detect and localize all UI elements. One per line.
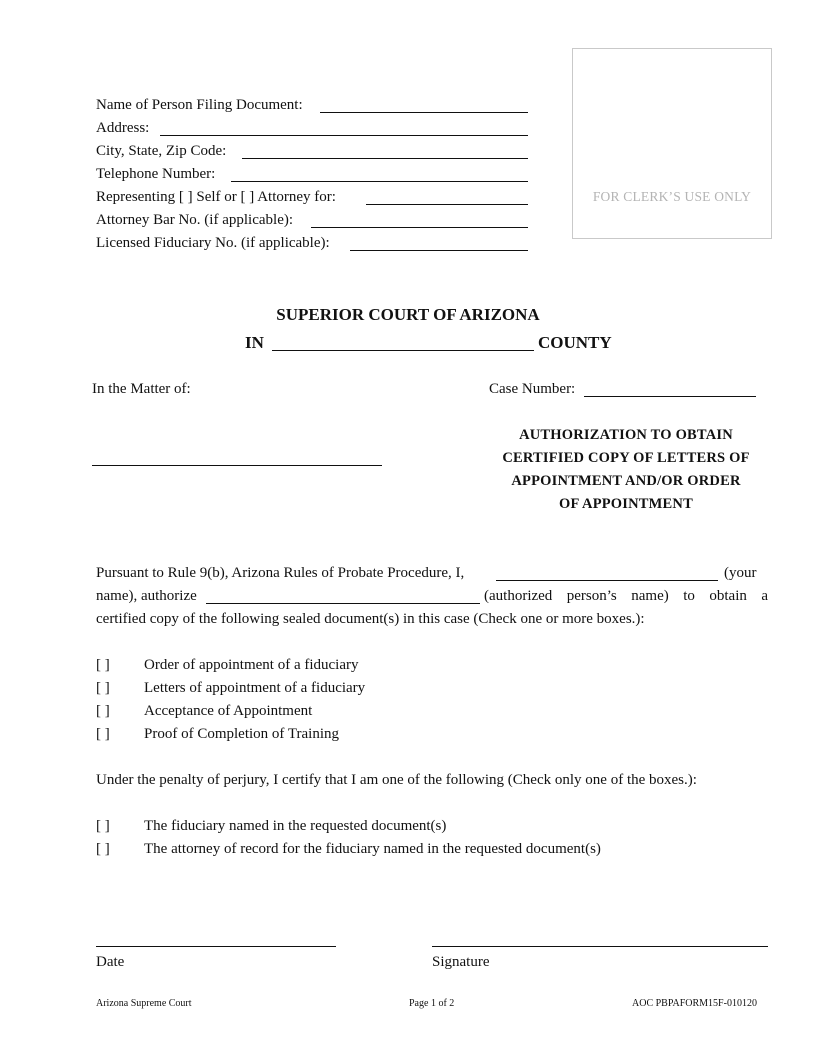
checkbox[interactable]: [ ] [96, 680, 110, 696]
option-label: Letters of appointment of a fiduciary [144, 680, 366, 696]
authorized-person-field[interactable] [206, 603, 480, 604]
document-title-line: CERTIFIED COPY OF LETTERS OF [502, 450, 750, 466]
document-title-line: AUTHORIZATION TO OBTAIN [519, 427, 733, 443]
court-title: SUPERIOR COURT OF ARIZONA [276, 305, 540, 324]
telephone-field[interactable] [231, 181, 528, 182]
option-label: Acceptance of Appointment [144, 703, 313, 719]
footer-court-name: Arizona Supreme Court [96, 998, 192, 1009]
paragraph-line-1-start: Pursuant to Rule 9(b), Arizona Rules of Probate Procedure, I, [96, 565, 465, 581]
city-state-zip-field[interactable] [242, 158, 528, 159]
city-state-zip-label: City, State, Zip Code: [96, 143, 227, 159]
filer-name-label: Name of Person Filing Document: [96, 97, 303, 113]
bar-number-field[interactable] [311, 227, 528, 228]
document-title-line: OF APPOINTMENT [559, 496, 693, 512]
paragraph-line-2-end: (authorized person’s name) to obtain a [484, 588, 768, 604]
attorney-for-field[interactable] [366, 204, 528, 205]
clerk-use-text: FOR CLERK’S USE ONLY [592, 189, 752, 204]
paragraph-line-3: certified copy of the following sealed document(s) in this case (Check one or more boxes.): [96, 611, 645, 627]
clerk-use-box [572, 48, 772, 239]
matter-label: In the Matter of: [92, 381, 191, 397]
address-field[interactable] [160, 135, 528, 136]
telephone-label: Telephone Number: [96, 166, 216, 182]
county-in-label: IN [245, 333, 264, 352]
fiduciary-number-field[interactable] [350, 250, 528, 251]
case-number-label: Case Number: [489, 381, 576, 397]
option-label: Proof of Completion of Training [144, 726, 340, 742]
bar-number-label: Attorney Bar No. (if applicable): [96, 212, 294, 228]
checkbox[interactable]: [ ] [96, 818, 110, 834]
footer-form-code: AOC PBPAFORM15F-010120 [632, 998, 757, 1009]
paragraph-line-2-start: name), authorize [96, 588, 197, 604]
footer-page-number: Page 1 of 2 [409, 998, 455, 1009]
checkbox[interactable]: [ ] [96, 841, 110, 857]
option-label: The attorney of record for the fiduciary named in the requested document(s) [144, 841, 601, 857]
paragraph-line-1-end: (your [724, 565, 757, 581]
option-label: Order of appointment of a fiduciary [144, 657, 359, 673]
county-label: COUNTY [538, 333, 612, 352]
option-label: The fiduciary named in the requested document(s) [144, 818, 447, 834]
checkbox[interactable]: [ ] [96, 657, 110, 673]
fiduciary-number-label: Licensed Fiduciary No. (if applicable): [96, 235, 330, 251]
certify-statement: Under the penalty of perjury, I certify that I am one of the following (Check only one of the boxes.): [96, 772, 697, 788]
document-title-line: APPOINTMENT AND/OR ORDER [511, 473, 741, 489]
date-label: Date [96, 954, 125, 970]
date-field[interactable] [96, 946, 336, 947]
signature-field[interactable] [432, 946, 768, 947]
your-name-field[interactable] [496, 580, 718, 581]
document-title [470, 424, 782, 516]
case-number-field[interactable] [584, 396, 756, 397]
checkbox[interactable]: [ ] [96, 726, 110, 742]
address-label: Address: [96, 120, 150, 136]
matter-name-field[interactable] [92, 465, 382, 466]
county-field[interactable] [272, 350, 534, 351]
representing-label[interactable]: Representing [ ] Self or [ ] Attorney for: [96, 189, 336, 205]
signature-label: Signature [432, 954, 490, 970]
filer-name-field[interactable] [320, 112, 528, 113]
checkbox[interactable]: [ ] [96, 703, 110, 719]
